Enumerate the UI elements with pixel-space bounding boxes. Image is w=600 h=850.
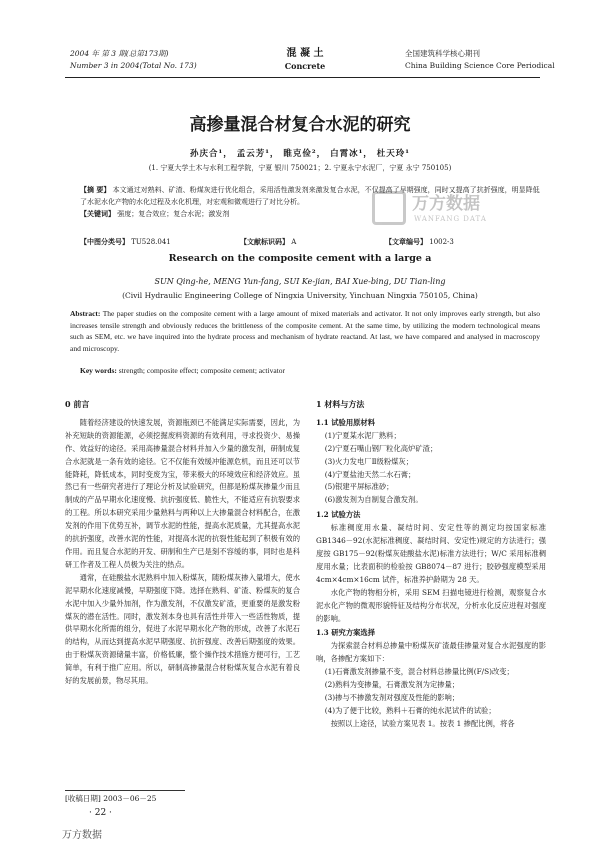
english-keywords-text: strength; composite effect; composite cement; activator [118,366,286,375]
watermark-cn: 万方数据 [412,194,480,214]
header-core-cn: 全国建筑科学核心期刊 [405,49,480,58]
header-journal-cn: 混 凝 土 [286,48,324,59]
header-issue [70,48,197,72]
header-core [405,48,555,72]
section-1-3-heading: 1.3 研究方案选择 [316,628,376,638]
section-1-3-paragraph-2: 按照以上途径，试验方案见表 1。按表 1 掺配比例，将各 [330,718,515,728]
english-title: Research on the composite cement with a large a [168,253,432,264]
page-number: · 22 · [89,808,112,818]
header-journal-en: Concrete [284,61,326,71]
list-item: (4)宁夏盐池天然二水石膏； [324,469,416,479]
section-0-paragraph-1: 随着经济建设的快速发展，资源瓶颈已不能满足实际需要，因此，为补充短缺的资源能源，必须挖掘废料资源的有效利用，寻求投资少、易操作、效益好的途径。采用高掺量混合材料并加入少量的激发剂，研制成复合水泥就是一条有效的途径。它不仅能有效缓冲能源危机，而且还可以节能降耗，降低成本，同时变废为宝，带来极大的环境效应和经济效应。虽然已有一些研究者进行了理论分析及试验研究，但都是粉煤灰掺量少而且制成的产品早期水化速度慢、抗折强度低、脆性大，不能适应有抗裂要求的工程。所以本研究采用少量熟料与两种以上大掺量混合材料配合，在激发剂的作用下优势互补，调节水泥的性能，提高水泥质量，尤其提高水泥的抗折强度，改善水泥的性能，对提高水泥的抗裂性能起到了积极有效的作用。而且复合水泥的开发、研制和生产已是刻不容缓的事，同时也是科研工作者及工程人员极为关注的热点。 [65,417,300,569]
list-item: (4)为了便于比较，熟料＋石膏的纯水泥试件的试验； [324,705,496,715]
english-keywords-label: Key words: [80,366,117,375]
list-item: (3)掺与不掺激发剂对强度及性能的影响； [324,692,460,702]
section-1-2-paragraph-1: 标准稠度用水量、凝结时间、安定性等的测定均按国家标准 GB1346－92(水泥标准稠度、凝结时间、安定性)规定的方法进行；强度按 GB175－92(粉煤灰硅酸盐水泥)标准方法进行；W/C 采用标准稠度用水量；比表面积的检验按 GB8074－87 进行；胶砂强度模型采用 4cm×4cm×16cm 试件，标准养护龄期为 28 天。 [316,523,546,584]
section-1-1-heading: 1.1 试验用原材料 [316,417,376,427]
clc-code: 【中图分类号】 TU528.041 [80,237,171,246]
header-issue-cn: 2004 年 第 3 期(总第173期) [70,49,169,58]
english-abstract-label: Abstract: [70,309,101,318]
body-left-column [65,398,300,688]
header-core-en: China Building Science Core Periodical [405,61,555,70]
english-authors: SUN Qing-he, MENG Yun-fang, SUI Ke-jian, BAI Xue-bing, DU Tian-ling [154,277,446,286]
keywords-cn-label: 【关键词】 [80,209,115,218]
english-keywords [80,366,285,375]
footnote-rule [65,790,185,791]
english-affiliation: (Civil Hydraulic Engineering College of Ningxia University, Yinchuan Ningxia 750105, China) [122,291,478,300]
article-number: 【文章编号】 1002-3 [385,237,454,246]
list-item: (6)激发剂为自制复合激发剂。 [324,495,423,505]
keywords-cn-text: 强度；复合效应；复合水泥；激发剂 [117,210,230,218]
section-0-heading: 0 前言 [65,399,90,409]
abstract-cn-text: 本文通过对熟料、矿渣、粉煤灰进行优化组合，采用活性激发剂来激发复合水泥，不仅提高了早期强度，同时又提高了抗折强度，明显降低了水泥水化产物的水化过程及水化机理，对宏观和微观进行了对比分析。 [80,186,540,206]
english-abstract [70,308,540,354]
list-item: (2)宁夏石嘴山钢厂粒化高炉矿渣； [324,443,438,453]
header-rule [65,77,540,78]
watermark-en: WANFANG DATA [414,215,487,223]
list-item: (1)石膏激发剂掺量不变，混合材料总掺量比例(F/S)改变； [324,667,514,677]
paper-title: 高掺量混合材复合水泥的研究 [189,115,411,135]
list-item: (1)宁夏某水泥厂熟料； [324,430,401,440]
list-item: (2)熟料为变掺量，石膏激发剂为定掺量； [324,680,460,690]
wanfang-logo-icon [372,191,406,225]
paper-authors: 孙庆合¹， 孟云芳¹， 睢克俭²， 白霄冰¹， 杜天玲¹ [190,149,410,159]
footer-watermark: 万方数据 [62,830,102,841]
wanfang-watermark [372,183,510,239]
header-journal [260,47,350,73]
body-right-column [316,398,546,731]
list-item: (3)火力发电厂Ⅱ级粉煤灰； [324,456,414,466]
section-1-3-paragraph-1: 为探索混合材料总掺量中粉煤灰矿渣最佳掺量对复合水泥强度的影响，各掺配方案如下： [316,641,546,664]
section-1-heading: 1 材料与方法 [316,399,365,409]
section-0-paragraph-2: 通常，在硅酸盐水泥熟料中加入粉煤灰，随粉煤灰掺入量增大，使水泥早期水化速度减慢，早期强度下降。选择在熟料、矿渣、粉煤灰的复合水泥中加入少量外加剂，作为激发剂，不仅激发矿渣，更重要的是激发粉煤灰的潜在活性。同时，激发剂本身也具有活性并带入一些活性物质，提供早期水化所需的组分，促进了水泥早期水化产物的形成，改善了水泥石的结构，从而达到提高水泥早期强度、抗折强度、改善后期强度的效果。由于粉煤灰资源储量丰富，价格低廉，整个操作技术措施方便可行，工艺简单，有利于推广应用。所以，研制高掺量混合材粉煤灰复合水泥有着良好的发展前景，物尽其用。 [65,572,300,686]
received-date: [收稿日期] 2003－06－25 [65,794,157,803]
doc-code: 【文献标识码】 A [240,237,297,246]
english-abstract-text: The paper studies on the composite cement with a large amount of mixed materials and activator. It not only improves early strength, but also increases tensile strength and obviously reduces the brittleness of the composite cement. At the same time, by utilizing the modern technological means such as SEM, etc. we have inquired into the hydrate process and mechanism of hydrate reactand. At last, we have compared and analysed in macroscopy and microscopy. [70,309,540,353]
list-item: (5)银建平屏标准砂； [324,482,394,492]
abstract-cn-label: 【摘 要】 [80,185,111,194]
section-1-2-paragraph-2: 水化产物的物相分析，采用 SEM 扫描电镜进行检测，观察复合水泥水化产物的微观形貌特征及结构分布状况，分析水化反应进程对强度的影响。 [316,587,546,623]
header-issue-en: Number 3 in 2004(Total No. 173) [70,61,197,70]
paper-affiliation: (1. 宁夏大学土木与水利工程学院，宁夏 银川 750021；2. 宁夏永宁水泥厂，宁夏 永宁 750105) [148,164,452,172]
section-1-2-heading: 1.2 试验方法 [316,510,361,520]
